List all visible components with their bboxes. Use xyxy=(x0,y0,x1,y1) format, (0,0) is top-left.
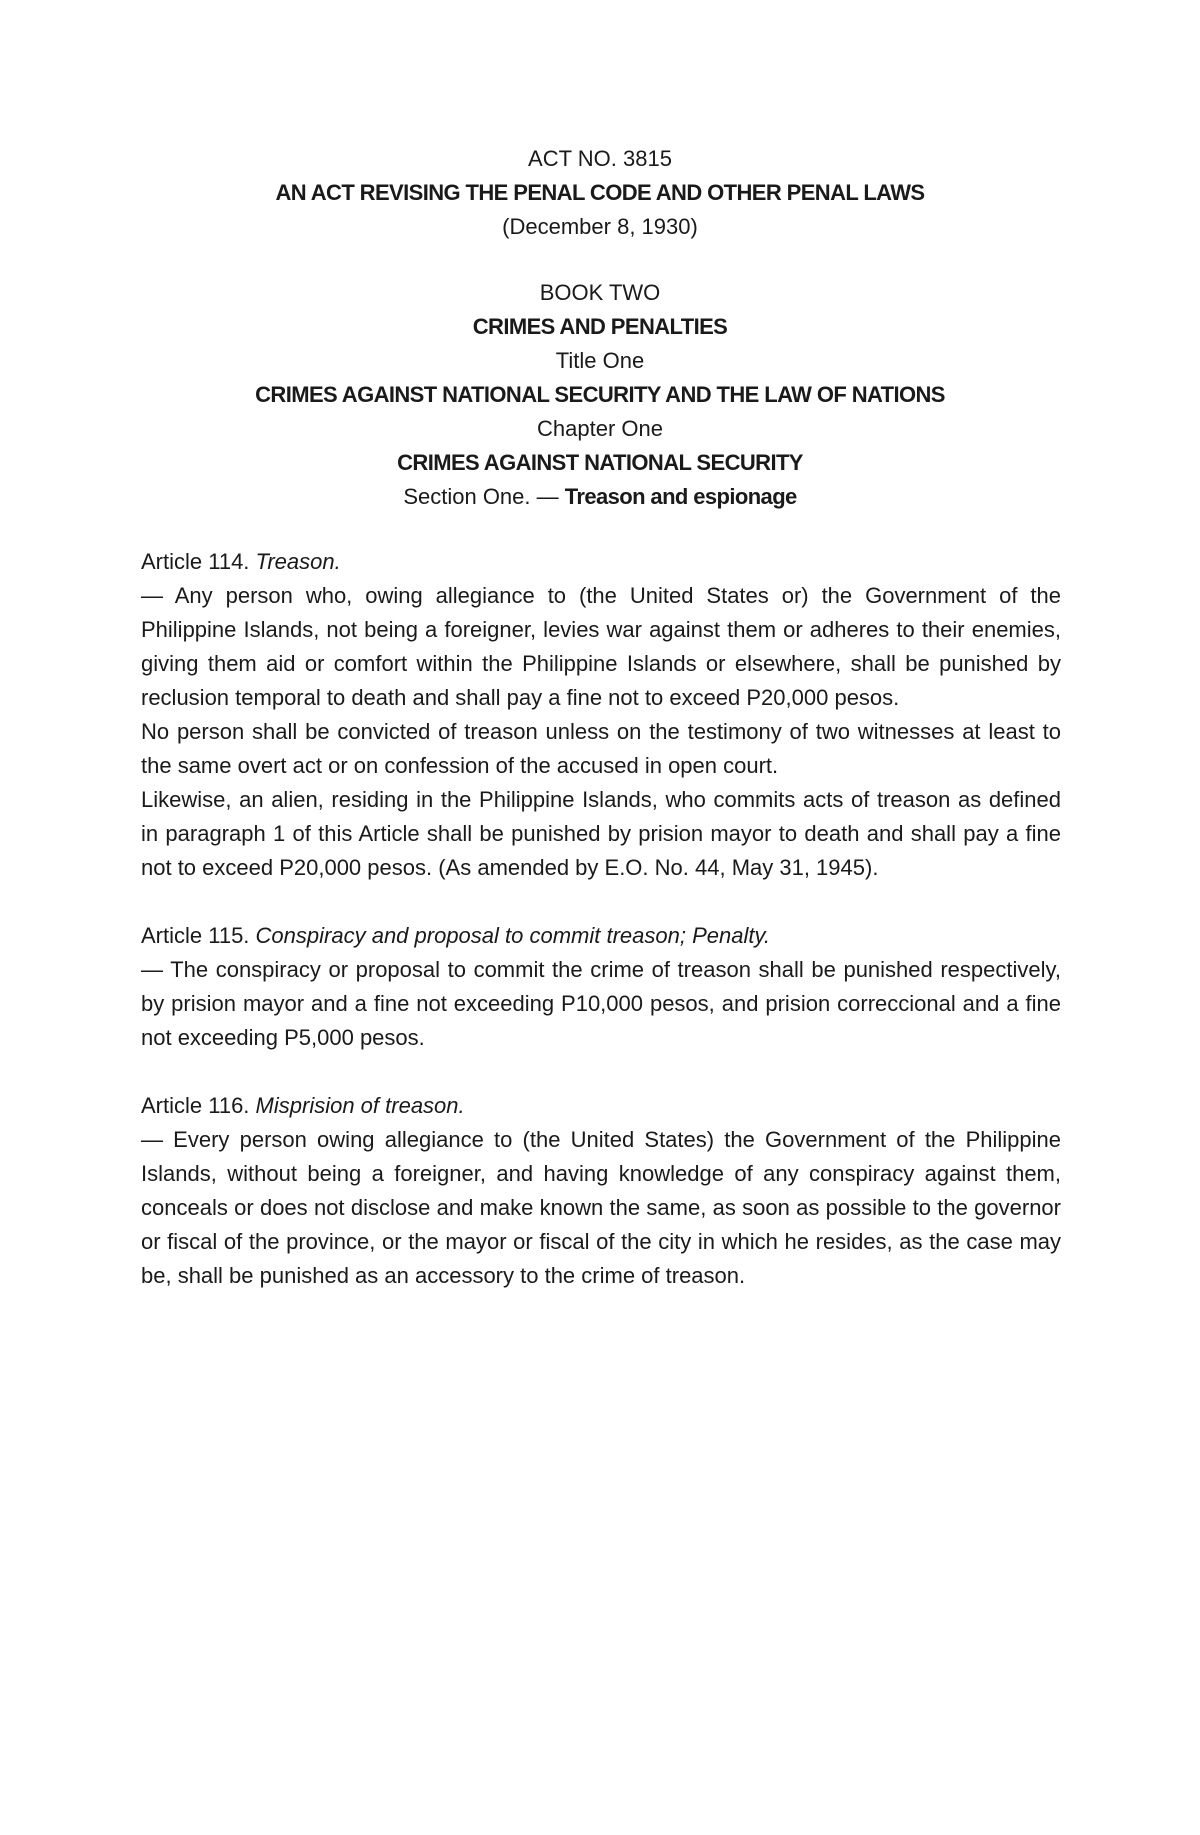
document-header xyxy=(0,142,1200,514)
article-title: Treason. xyxy=(255,549,341,574)
article-title: Misprision of treason. xyxy=(255,1093,465,1118)
article-114 xyxy=(141,545,1061,885)
article-heading xyxy=(141,545,1061,579)
book-label: BOOK TWO xyxy=(539,280,661,305)
title-name: CRIMES AGAINST NATIONAL SECURITY AND THE LAW OF NATIONS xyxy=(255,382,945,407)
title-label: Title One xyxy=(555,348,645,373)
section-name: Treason and espionage xyxy=(564,484,797,509)
spacer xyxy=(0,244,1200,276)
article-number: Article 114. xyxy=(141,549,256,574)
article-paragraph: No person shall be convicted of treason unless on the testimony of two witnesses at least to the same overt act or on confession of the accused in open court. xyxy=(141,719,1061,778)
act-title: AN ACT REVISING THE PENAL CODE AND OTHER PENAL LAWS xyxy=(275,180,925,205)
section-heading xyxy=(0,480,1200,514)
act-date: (December 8, 1930) xyxy=(502,214,698,239)
document-body xyxy=(141,545,1061,1327)
section-label: Section One. — xyxy=(403,484,565,509)
article-heading xyxy=(141,919,1061,953)
article-116 xyxy=(141,1089,1061,1293)
chapter-label: Chapter One xyxy=(537,416,663,441)
chapter-name: CRIMES AGAINST NATIONAL SECURITY xyxy=(397,450,803,475)
article-heading xyxy=(141,1089,1061,1123)
article-paragraph: — Any person who, owing allegiance to (the United States or) the Government of the Philippine Islands, not being a foreigner, levies war against them or adheres to their enemies, giving them aid or comfort within the Philippine Islands or elsewhere, shall be punished by reclusion temporal to death and shall pay a fine not to exceed P20,000 pesos. xyxy=(141,583,1061,710)
act-number: ACT NO. 3815 xyxy=(528,146,672,171)
article-paragraph: Likewise, an alien, residing in the Philippine Islands, who commits acts of treason as defined in paragraph 1 of this Article shall be punished by prision mayor to death and shall pay a fine not to exceed P20,000 pesos. (As amended by E.O. No. 44, May 31, 1945). xyxy=(141,787,1061,880)
article-number: Article 116. xyxy=(141,1093,256,1118)
article-115 xyxy=(141,919,1061,1055)
article-paragraph: — The conspiracy or proposal to commit the crime of treason shall be punished respectively, by prision mayor and a fine not exceeding P10,000 pesos, and prision correccional and a fine not exceeding P5,000 pesos. xyxy=(141,957,1061,1050)
book-title: CRIMES AND PENALTIES xyxy=(472,314,728,339)
article-number: Article 115. xyxy=(141,923,256,948)
article-title: Conspiracy and proposal to commit treason; Penalty. xyxy=(255,923,770,948)
article-paragraph: — Every person owing allegiance to (the United States) the Government of the Philippine Islands, without being a foreigner, and having knowledge of any conspiracy against them, conceals or does not disclose and make known the same, as soon as possible to the governor or fiscal of the province, or the mayor or fiscal of the city in which he resides, as the case may be, shall be punished as an accessory to the crime of treason. xyxy=(141,1127,1061,1288)
